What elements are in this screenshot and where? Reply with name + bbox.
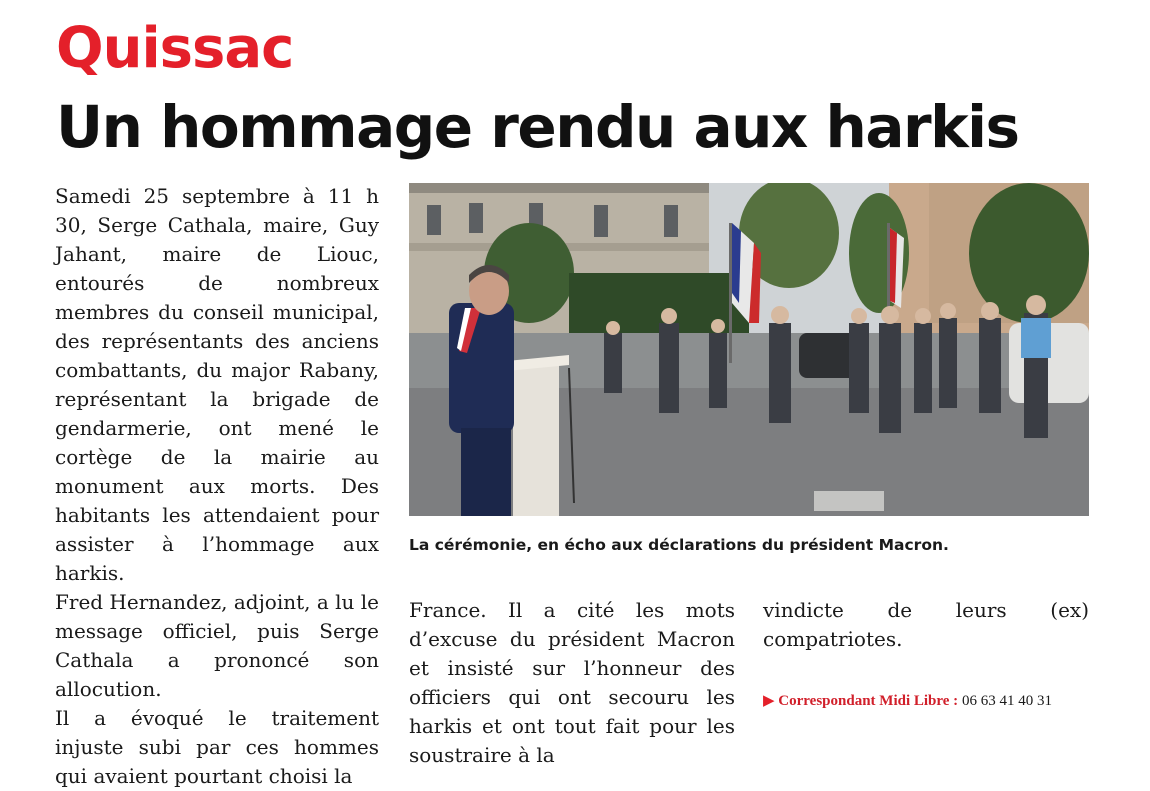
paragraph-4: France. Il a cité les mots d’excuse du président Macron et insisté sur l’honneur des officiers qui ont secouru les harkis et ont tout fait pour les soustraire à la [409,598,735,767]
paragraph-2: Fred Hernandez, adjoint, a lu le message officiel, puis Serge Cathala a prononcé son allocution. [55,590,379,701]
photo-caption: La cérémonie, en écho aux déclarations du président Macron. [409,536,949,554]
paragraph-3: Il a évoqué le traitement injuste subi par ces hommes qui avaient pourtant choisi la [55,706,379,788]
correspondent-label: Correspondant Midi Libre : [778,693,959,709]
section-kicker: Quissac [56,16,294,81]
ceremony-photo [409,183,1089,516]
article-column-2 [409,596,735,770]
article-headline: Un hommage rendu aux harkis [56,93,1019,161]
paragraph-5: vindicte de leurs (ex) compatriotes. [763,598,1089,651]
triangle-right-icon: ▶ [763,693,775,709]
correspondent-line [763,690,1052,712]
article-column-1 [55,182,379,791]
article-column-3 [763,596,1089,654]
paragraph-1: Samedi 25 septembre à 11 h 30, Serge Cathala, maire, Guy Jahant, maire de Liouc, entourés de nombreux membres du conseil municipal, des représentants des anciens combattants, du major Rabany, représentant la brigade de gendarmerie, ont mené le cortège de la mairie au monument aux morts. Des habitants les attendaient pour assister à l’hommage aux harkis. [55,184,379,585]
correspondent-phone: 06 63 41 40 31 [961,693,1052,709]
